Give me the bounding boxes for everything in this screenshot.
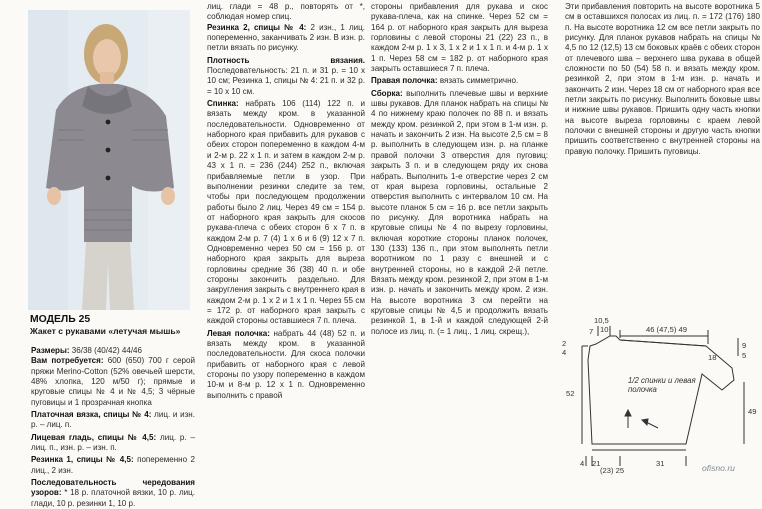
col4-continued: Эти прибавления повторить на высоте воротника 5 см в оставшихся полосах из лиц. п. = 172 (176) 180 п. На высоте воротника 12 см все петли закрыть по рисунку. Для планок рукавов набрать на спицы № 4,5 по 12 (12,5) 13 см боковых краёв с обеих сторон от плечевого шва – верхнего шва рукава в общей сложности по 50 (54) 58 п. и вязать между кром. резинкой 2, при этом в 1-м изн. р. начать и закончить 2 изн. Через 18 см от наборного края все петли закрыть по рисунку. Выполнить боковые швы и нижние швы рукавов. Пришить одну часть кнопки на высоте выреза горловины с краем левой полочки с внешней стороны и другую часть кнопки пришить соответственно с внутренней стороны на правую полочку. Пришить пуговицы. bbox=[565, 2, 760, 156]
dim-21: 21 bbox=[592, 459, 601, 468]
column-3 bbox=[371, 2, 548, 337]
assembly-label: Сборка: bbox=[371, 88, 403, 98]
watermark: ofisno.ru bbox=[702, 463, 735, 473]
garter-paragraph bbox=[31, 410, 195, 431]
column-2 bbox=[207, 2, 365, 401]
back-label: Спинка: bbox=[207, 99, 239, 109]
density-value: Последовательность: 21 п. и 31 р. = 10 x 10 см; Резинка 1, спицы № 4: 21 п. и 32 р. = 10 x 10 см. bbox=[207, 66, 365, 96]
model-photo-illustration bbox=[28, 10, 190, 310]
sizes-paragraph bbox=[31, 346, 195, 356]
piece-label: 1/2 спинки и левая полочка bbox=[628, 376, 696, 394]
model-photo bbox=[28, 10, 190, 310]
left-front-paragraph bbox=[207, 329, 365, 401]
dim-10-5: 10,5 bbox=[594, 316, 609, 325]
sequence-value: * 18 р. платочной вязки, 10 р. лиц. глади, 10 р. резинки 1, 10 р. bbox=[31, 488, 195, 508]
rib2-value: 2 изн., 1 лиц. попеременно, заканчивать 2 изн. В изн. р. петли вязать по рисунку. bbox=[207, 22, 365, 53]
rib2-label: Резинка 2, спицы № 4: bbox=[207, 22, 307, 32]
dim-46: 46 (47,5) 49 bbox=[646, 325, 687, 334]
garter-label: Платочная вязка, спицы № 4: bbox=[31, 410, 152, 420]
dim-52: 52 bbox=[566, 389, 575, 398]
right-front-value: вязать симметрично. bbox=[437, 76, 519, 86]
right-front-label: Правая полочка: bbox=[371, 76, 438, 86]
col3-continued: стороны прибавления для рукава и скос рукава-плеча, как на спинке. Через 52 см = 164 р. от наборного края закрыть для выреза горловины с левой стороны 21 (22) 23 п., в каждом 2-м р. 1 x 3, 1 x 2 и 1 x 1 п. и 4-м р. 1 x 1 п. Через 58 см = 182 р. от наборного края закрыть оставшиеся 7 п. плеча. bbox=[371, 2, 548, 74]
dim-2: 2 bbox=[562, 339, 567, 348]
sizes-label: Размеры: bbox=[31, 346, 70, 355]
materials-value: 600 (650) 700 г серой пряжи Merino-Cotton (52% овечьей шерсти, 48% хлопка, 120 м/50 г); прямые и круговые спицы № 4 и № 4,5; 3 чёрные пуговицы и 1 прозрачная кнопка bbox=[31, 356, 195, 407]
density-label: Плотность вязания. bbox=[207, 55, 365, 65]
dim-31: 31 bbox=[656, 459, 665, 468]
left-front-label: Левая полочка: bbox=[207, 328, 270, 338]
sequence-label: Последовательность чередования узоров: bbox=[31, 478, 195, 498]
rib1-paragraph bbox=[31, 455, 195, 476]
materials-paragraph bbox=[31, 356, 195, 408]
assembly-paragraph bbox=[371, 89, 548, 337]
dim-23-25: (23) 25 bbox=[600, 466, 625, 475]
model-subtitle: Жакет с рукавами «летучая мышь» bbox=[30, 326, 181, 336]
assembly-value: выполнить плечевые швы и верхние швы рукавов. Для планок набрать на спицы № 4 по нижнему краю полочек по 88 п. и вязать между кром. резинкой 2, при этом в 1-м изн. р. начать и закончить 2 изн. На высоте 2,5 см = 8 р. выполнить в следующем изн. р. на планке правой полочки 3 отверстия для пуговиц: закрыть 3 п. и в следующем ряду их снова набрать. Выполнить 1-е отверстие через 2 см от края выреза горловины, остальные 2 отверстия выполнить с интервалом 10 см. На высоте планок 5 см = 16 р. все петли закрыть по рисунку. Для воротника набрать на круговые спицы № 4 по вырезу горловины, включая короткие стороны планок полочек, 130 (133) 136 п., при этом выполнять петли воротником по 1 разу с внешней и с внутренней стороны, но в каждой 2-й петле. Вязать между кром. резинкой 2, при этом в 1-м изн. р. начать и закончить между кром. 2 изн. На высоте воротника 3 см перейти на круговые спицы № 4,5 и продолжить вязать резинкой 1, в 1-й и каждой следующей 2-й полосе из лиц. п. (= 1 лиц., 1 лиц. скрещ.), bbox=[371, 88, 548, 336]
dim-18: 18 bbox=[708, 353, 717, 362]
rib1-value: попеременно 2 лиц., 2 изн. bbox=[31, 455, 196, 475]
col2-continued: лиц. глади = 48 р., повторять от *, соблюдая номер спиц. bbox=[207, 2, 365, 22]
dim-4: 4 bbox=[562, 348, 567, 357]
density-paragraph bbox=[207, 56, 365, 97]
sizes-value: 36/38 (40/42) 44/46 bbox=[69, 346, 143, 355]
model-title-block bbox=[30, 314, 190, 337]
left-front-value: набрать 44 (48) 52 п. и вязать между кром. в указанной последовательности. Для скоса полочки прибавить от наборного края с левой стороны по узору попеременно в каждом 10-м и 8-м р. 12 x 1 п. Одновременно выполнить с правой bbox=[207, 328, 365, 400]
dim-10: 10 bbox=[600, 325, 609, 334]
dim-5: 5 bbox=[742, 351, 747, 360]
materials-label: Вам потребуется: bbox=[31, 356, 104, 366]
dim-9: 9 bbox=[742, 341, 747, 350]
rib2-paragraph bbox=[207, 23, 365, 54]
pattern-diagram-drawing bbox=[558, 316, 762, 482]
rib1-label: Резинка 1, спицы № 4,5: bbox=[31, 455, 134, 465]
garter-value: лиц. и изн. р. – лиц. п. bbox=[31, 410, 195, 430]
dim-4-bottom: 4 bbox=[580, 459, 585, 468]
column-1 bbox=[31, 346, 195, 509]
back-paragraph bbox=[207, 99, 365, 327]
dim-7: 7 bbox=[589, 327, 594, 336]
back-value: набрать 106 (114) 122 п. и вязать между кром. в указанной последовательности. Одновременно от наборного края прибавить для рукавов с обеих сторон попеременно в каждом 4-м и 2-м р. 22 x 1 п. и затем в каждом 2-м р. 43 x 1 п. = 236 (244) 252 п., включая прибавляемые петли в узор. При выполнении резинки следите за тем, чтобы при последующем продолжении работы было 2 лиц. Через 49 см = 154 р. от наборного края закрыть для скосов рукава-плеча с обеих сторон 6 x 7 п. в каждом 2-м р. 7 (4) 1 x 6 и 6 (9) 12 x 7 п. Одновременно через 50 см = 156 р. от наборного края закрыть для выреза горловины средние 36 (38) 40 п. и обе стороны закончить раздельно. Для закругления закрыть с внутреннего края в каждом 2-м р. 1 x 2 и 1 x 1 п. Через 55 см = 172 р. от наборного края закрыть с каждой стороны оставшиеся 7 п. плеча. bbox=[207, 99, 365, 326]
sequence-paragraph bbox=[31, 478, 195, 509]
model-title: МОДЕЛЬ 25 bbox=[30, 314, 91, 325]
right-front-paragraph bbox=[371, 76, 548, 86]
stockinette-paragraph bbox=[31, 433, 195, 454]
dim-49: 49 bbox=[748, 407, 757, 416]
pattern-diagram bbox=[558, 316, 762, 482]
stockinette-label: Лицевая гладь, спицы № 4,5: bbox=[31, 432, 157, 442]
stockinette-value: лиц. р. – лиц. п., изн. р. – изн. п. bbox=[31, 432, 195, 453]
column-4 bbox=[565, 2, 760, 157]
